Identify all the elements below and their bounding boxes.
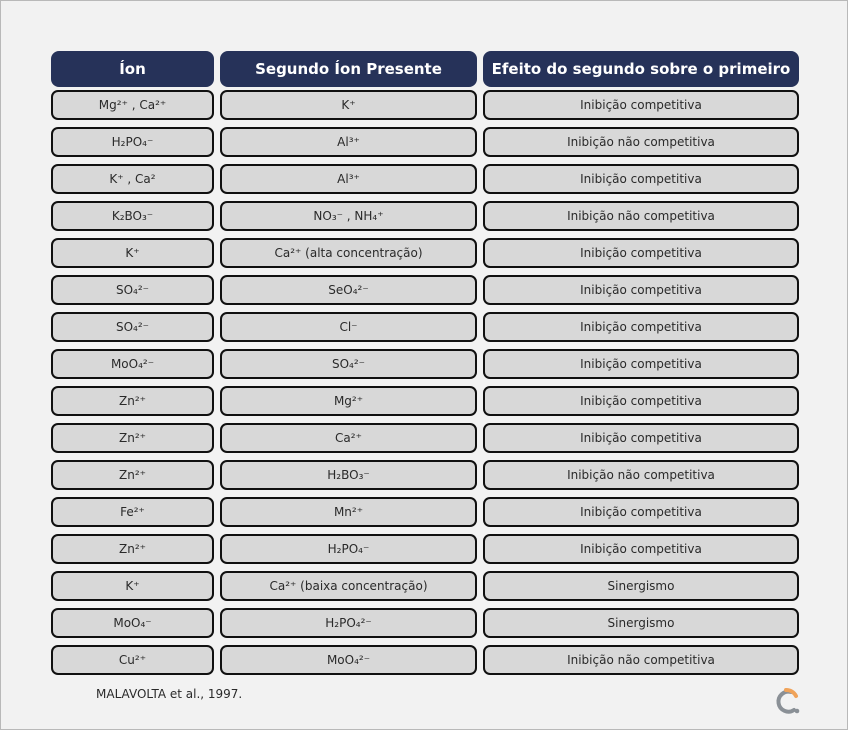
table-row — [51, 497, 799, 527]
table-row — [51, 645, 799, 675]
cell-ion: K⁺ — [51, 238, 214, 268]
cell-ion: Mg²⁺ , Ca²⁺ — [51, 90, 214, 120]
cell-second-ion: K⁺ — [220, 90, 477, 120]
cell-second-ion: Mn²⁺ — [220, 497, 477, 527]
cell-ion: K⁺ — [51, 571, 214, 601]
cell-ion: H₂PO₄⁻ — [51, 127, 214, 157]
cell-second-ion: H₂PO₄⁻ — [220, 534, 477, 564]
cell-effect: Inibição não competitiva — [483, 127, 799, 157]
table-row — [51, 460, 799, 490]
table-row — [51, 423, 799, 453]
header-second-ion: Segundo Íon Presente — [220, 51, 477, 87]
cell-ion: K₂BO₃⁻ — [51, 201, 214, 231]
cell-second-ion: Ca²⁺ (baixa concentração) — [220, 571, 477, 601]
table-row — [51, 386, 799, 416]
cell-effect: Inibição competitiva — [483, 275, 799, 305]
cell-second-ion: Ca²⁺ — [220, 423, 477, 453]
cell-effect: Inibição competitiva — [483, 90, 799, 120]
ion-interaction-table — [51, 51, 799, 682]
cell-second-ion: Cl⁻ — [220, 312, 477, 342]
source-citation: MALAVOLTA et al., 1997. — [96, 687, 243, 701]
header-ion: Íon — [51, 51, 214, 87]
cell-ion: SO₄²⁻ — [51, 275, 214, 305]
brand-logo-icon — [772, 686, 802, 716]
cell-second-ion: Ca²⁺ (alta concentração) — [220, 238, 477, 268]
table-row — [51, 127, 799, 157]
table-body — [51, 90, 799, 675]
cell-ion: MoO₄²⁻ — [51, 349, 214, 379]
cell-second-ion: NO₃⁻ , NH₄⁺ — [220, 201, 477, 231]
cell-second-ion: Al³⁺ — [220, 164, 477, 194]
logo-dot — [795, 709, 800, 714]
table-row — [51, 608, 799, 638]
cell-ion: Zn²⁺ — [51, 534, 214, 564]
cell-effect: Inibição competitiva — [483, 349, 799, 379]
cell-second-ion: H₂PO₄²⁻ — [220, 608, 477, 638]
table-row — [51, 534, 799, 564]
cell-ion: K⁺ , Ca² — [51, 164, 214, 194]
cell-ion: Zn²⁺ — [51, 460, 214, 490]
table-row — [51, 571, 799, 601]
table-row — [51, 238, 799, 268]
cell-ion: Zn²⁺ — [51, 423, 214, 453]
cell-ion: Fe²⁺ — [51, 497, 214, 527]
cell-effect: Inibição não competitiva — [483, 645, 799, 675]
table-row — [51, 201, 799, 231]
cell-ion: MoO₄⁻ — [51, 608, 214, 638]
table-row — [51, 164, 799, 194]
cell-ion: Cu²⁺ — [51, 645, 214, 675]
cell-effect: Inibição competitiva — [483, 497, 799, 527]
cell-second-ion: H₂BO₃⁻ — [220, 460, 477, 490]
table-row — [51, 275, 799, 305]
logo-arc — [778, 692, 794, 712]
table-row — [51, 312, 799, 342]
cell-second-ion: SeO₄²⁻ — [220, 275, 477, 305]
cell-effect: Inibição competitiva — [483, 238, 799, 268]
cell-effect: Sinergismo — [483, 608, 799, 638]
cell-second-ion: MoO₄²⁻ — [220, 645, 477, 675]
cell-effect: Inibição competitiva — [483, 312, 799, 342]
cell-effect: Inibição não competitiva — [483, 460, 799, 490]
cell-effect: Inibição competitiva — [483, 386, 799, 416]
table-header-row — [51, 51, 799, 87]
cell-ion: SO₄²⁻ — [51, 312, 214, 342]
cell-effect: Sinergismo — [483, 571, 799, 601]
cell-effect: Inibição não competitiva — [483, 201, 799, 231]
cell-second-ion: SO₄²⁻ — [220, 349, 477, 379]
cell-ion: Zn²⁺ — [51, 386, 214, 416]
table-row — [51, 90, 799, 120]
table-row — [51, 349, 799, 379]
cell-second-ion: Mg²⁺ — [220, 386, 477, 416]
cell-effect: Inibição competitiva — [483, 423, 799, 453]
cell-effect: Inibição competitiva — [483, 534, 799, 564]
cell-second-ion: Al³⁺ — [220, 127, 477, 157]
header-effect: Efeito do segundo sobre o primeiro — [483, 51, 799, 87]
cell-effect: Inibição competitiva — [483, 164, 799, 194]
